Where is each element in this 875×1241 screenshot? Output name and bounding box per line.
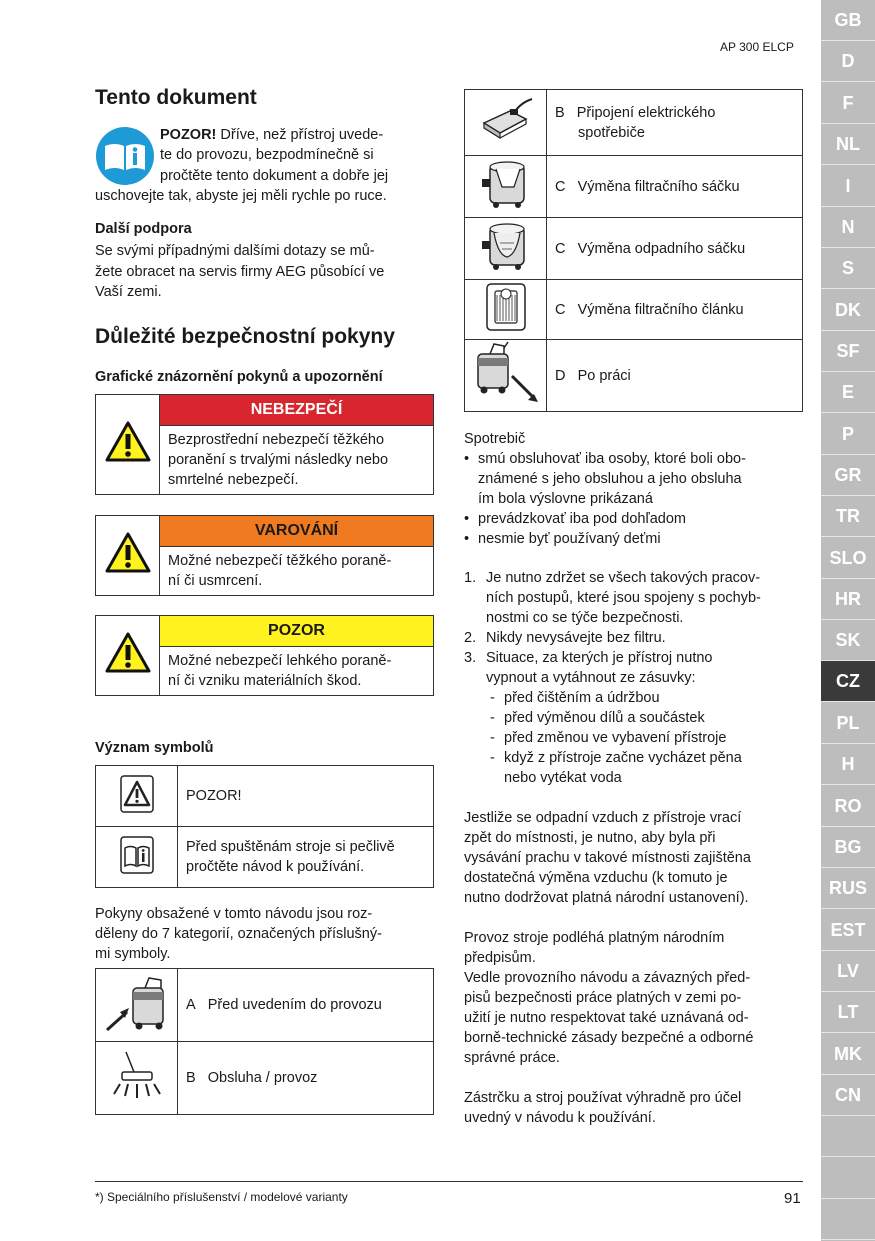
categories-table-right	[464, 89, 803, 412]
item-number: 1.	[464, 570, 477, 586]
category-letter: C	[555, 240, 566, 257]
symbol-row	[96, 766, 434, 827]
numbered-item	[464, 648, 804, 788]
paragraph-line: správné práce.	[464, 1050, 560, 1066]
language-tab-n[interactable]: N	[821, 207, 875, 248]
language-tab-ro[interactable]: RO	[821, 786, 875, 827]
warning-label: NEBEZPEČÍ	[160, 395, 434, 426]
language-tabs	[821, 0, 875, 1241]
language-tab-h[interactable]: H	[821, 744, 875, 785]
paragraph-line: zpět do místnosti, je nutno, aby byla při	[464, 830, 716, 846]
category-text: Výměna filtračního sáčku	[577, 178, 740, 195]
dash-item	[486, 688, 804, 708]
dash-list	[486, 688, 804, 788]
category-letter: A	[186, 997, 196, 1013]
paragraph-line: dostatečná výměna vzduchu (k tomuto je	[464, 870, 728, 886]
warning-triangle-icon	[96, 395, 160, 495]
numbered-item-line: ních postupů, které jsou spojeny s pochyb-	[486, 590, 761, 606]
support-text-line1: Se svými případnými dalšími dotazy se mů-	[95, 243, 375, 259]
language-tab-gr[interactable]: GR	[821, 455, 875, 496]
category-desc	[178, 969, 434, 1042]
after-work-icon	[465, 340, 547, 412]
warning-triangle-icon	[96, 766, 178, 827]
category-text: Výměna odpadního sáčku	[577, 240, 746, 257]
category-desc	[547, 340, 803, 412]
category-desc	[547, 156, 803, 218]
language-tab-s[interactable]: S	[821, 248, 875, 289]
warning-text-line: Bezprostřední nebezpečí těžkého	[168, 432, 385, 448]
language-tab-cz[interactable]: CZ	[821, 661, 875, 702]
item-number: 3.	[464, 650, 477, 666]
intro-text-line2: te do provozu, bezpodmínečně si	[160, 147, 374, 163]
language-tab-d[interactable]: D	[821, 41, 875, 82]
model-name: AP 300 ELCP	[720, 40, 794, 54]
numbered-item-line: Situace, za kterých je přístroj nutno	[486, 650, 713, 666]
intro-text-line4: uschovejte tak, abyste jej měli rychle po ruce.	[95, 188, 387, 204]
language-tab-sf[interactable]: SF	[821, 331, 875, 372]
symbol-desc: POZOR!	[178, 766, 434, 827]
warning-text-line: Možné nebezpečí těžkého poraně-	[168, 553, 392, 569]
support-heading: Další podpora	[95, 221, 192, 237]
section-title-safety: Důležité bezpečnostní pokyny	[95, 325, 395, 348]
paragraph-line: nutno dodržovat platná národní ustanovení).	[464, 890, 749, 906]
intro-warning-label: POZOR!	[160, 127, 217, 143]
category-text: Obsluha / provoz	[207, 1070, 318, 1086]
warning-text-line: poranění s trvalými následky nebo	[168, 452, 389, 468]
warning-text	[160, 647, 434, 696]
numbered-item	[464, 568, 804, 628]
language-tab-bg[interactable]: BG	[821, 827, 875, 868]
symbol-row	[96, 827, 434, 888]
categories-intro-line3: mi symboly.	[95, 946, 171, 962]
category-letter: C	[555, 178, 566, 195]
language-tab-i[interactable]: I	[821, 166, 875, 207]
warning-text	[160, 547, 434, 596]
dash-item-line: - když z přístroje začne vycházet pěna	[504, 750, 742, 766]
filter-element-icon	[465, 280, 547, 340]
dash-item-line: nebo vytékat voda	[504, 770, 622, 786]
category-desc	[547, 90, 803, 156]
intro-text-line3: pročtěte tento dokument a dobře jej	[160, 168, 389, 184]
filter-bag-icon	[465, 156, 547, 218]
paragraph-line: pisů bezpečnosti práce platných v zemi po-	[464, 990, 742, 1006]
power-connection-icon	[465, 90, 547, 156]
paragraph-line: vysávání prachu v takové místnosti zajištěna	[464, 850, 751, 866]
language-tab-hr[interactable]: HR	[821, 579, 875, 620]
category-row	[96, 1042, 434, 1115]
page-number: 91	[784, 1190, 801, 1207]
category-letter: D	[555, 367, 566, 384]
language-tab-est[interactable]: EST	[821, 910, 875, 951]
category-row	[96, 969, 434, 1042]
warning-label: VAROVÁNÍ	[160, 516, 434, 547]
waste-bag-icon	[465, 218, 547, 280]
support-text-line3: Vaší zemi.	[95, 284, 162, 300]
language-tab-empty	[821, 1199, 875, 1240]
category-row	[465, 218, 803, 280]
category-desc-line2: spotřebiče	[578, 124, 645, 141]
warning-label: POZOR	[160, 616, 434, 647]
warning-triangle-icon	[96, 616, 160, 696]
read-manual-icon	[95, 126, 155, 186]
language-tab-e[interactable]: E	[821, 372, 875, 413]
symbols-table	[95, 765, 434, 888]
paragraph-line: borně-technické zásady bezpečné a odborné	[464, 1030, 754, 1046]
list-item	[464, 529, 804, 549]
dash-item	[486, 708, 804, 728]
list-item-line: ím bola výslovne prikázaná	[478, 491, 653, 507]
regulations-paragraph	[464, 928, 753, 1068]
category-row	[465, 156, 803, 218]
list-item-line: • prevádzkovať iba pod dohľadom	[478, 511, 686, 527]
ventilation-paragraph	[464, 808, 751, 908]
section-title-document: Tento dokument	[95, 86, 257, 109]
numbered-item-line: vypnout a vytáhnout ze zásuvky:	[486, 670, 696, 686]
category-row	[465, 280, 803, 340]
language-tab-lt[interactable]: LT	[821, 992, 875, 1033]
paragraph-line: užití je nutno respektovat také uznávaná od-	[464, 1010, 749, 1026]
category-text: Po práci	[577, 367, 631, 384]
category-row	[465, 90, 803, 156]
dash-item	[486, 728, 804, 748]
support-text-line2: žete obracet na servis firmy AEG působící ve	[95, 264, 385, 280]
vacuum-startup-icon	[96, 969, 178, 1042]
categories-table-left	[95, 968, 434, 1115]
dash-item-line: - před čištěním a údržbou	[504, 690, 660, 706]
list-item	[464, 509, 804, 529]
warning-text-line: ní či vzniku materiálních škod.	[168, 673, 362, 689]
numbered-item	[464, 628, 804, 648]
language-tab-empty	[821, 1116, 875, 1157]
warning-box-2	[95, 615, 434, 696]
language-tab-p[interactable]: P	[821, 414, 875, 455]
category-row	[465, 340, 803, 412]
category-text: Výměna filtračního článku	[577, 301, 744, 318]
categories-intro-line2: děleny do 7 kategorií, označených příslušný-	[95, 926, 382, 942]
category-desc-line1	[555, 103, 794, 123]
category-letter: C	[555, 301, 566, 318]
dash-item-line: - před výměnou dílů a součástek	[504, 710, 705, 726]
category-desc	[547, 218, 803, 280]
list-item-line: známené s jeho obsluhou a jeho obsluha	[478, 471, 742, 487]
dash-item-line: - před změnou ve vybavení přístroje	[504, 730, 727, 746]
list-item-line: • smú obsluhovať iba osoby, ktoré boli obo-	[478, 451, 746, 467]
language-tab-pl[interactable]: PL	[821, 703, 875, 744]
category-letter: B	[186, 1070, 196, 1086]
list-item-line: • nesmie byť používaný deťmi	[478, 531, 661, 547]
footer-divider	[95, 1181, 803, 1182]
vacuum-operation-icon	[96, 1042, 178, 1115]
footer-note: *) Speciálního příslušenství / modelové varianty	[95, 1190, 348, 1204]
language-tab-lv[interactable]: LV	[821, 951, 875, 992]
category-desc	[178, 1042, 434, 1115]
warning-text-line: Možné nebezpečí lehkého poraně-	[168, 653, 392, 669]
paragraph-line: Zástrčku a stroj používat výhradně pro účel	[464, 1090, 742, 1106]
language-tab-sk[interactable]: SK	[821, 620, 875, 661]
warning-text-line: ní či usmrcení.	[168, 573, 263, 589]
language-tab-cn[interactable]: CN	[821, 1075, 875, 1116]
read-manual-icon	[96, 827, 178, 888]
categories-intro-line1: Pokyny obsažené v tomto návodu jsou roz-	[95, 906, 373, 922]
paragraph-line: Provoz stroje podléhá platným národním	[464, 930, 725, 946]
numbered-item-line: nostmi co se týče bezpečnosti.	[486, 610, 684, 626]
category-text: Před uvedením do provozu	[207, 997, 382, 1013]
language-tab-f[interactable]: F	[821, 83, 875, 124]
graphic-heading: Grafické znázornění pokynů a upozornění	[95, 369, 383, 385]
language-tab-gb[interactable]: GB	[821, 0, 875, 41]
appliance-bullets	[464, 449, 804, 549]
language-tab-rus[interactable]: RUS	[821, 868, 875, 909]
language-tab-tr[interactable]: TR	[821, 496, 875, 537]
intro-text: Dříve, než přístroj uvede-	[216, 127, 384, 143]
category-text: Připojení elektrického	[576, 104, 716, 121]
language-tab-mk[interactable]: MK	[821, 1034, 875, 1075]
symbols-heading: Význam symbolů	[95, 740, 214, 756]
language-tab-dk[interactable]: DK	[821, 290, 875, 331]
warning-text	[160, 426, 434, 495]
warning-triangle-icon	[96, 516, 160, 596]
category-letter: B	[555, 104, 565, 121]
usage-paragraph	[464, 1088, 741, 1128]
symbol-desc-line1: Před spuštěnám stroje si pečlivě	[186, 839, 395, 855]
numbered-item-line: Nikdy nevysávejte bez filtru.	[486, 630, 666, 646]
paragraph-line: Jestliže se odpadní vzduch z přístroje vrací	[464, 810, 742, 826]
language-tab-empty	[821, 1158, 875, 1199]
list-item	[464, 449, 804, 509]
item-number: 2.	[464, 630, 477, 646]
numbered-item-line: Je nutno zdržet se všech takových pracov-	[486, 570, 761, 586]
safety-numbered-list	[464, 568, 804, 788]
warning-box-0	[95, 394, 434, 495]
paragraph-line: předpisům.	[464, 950, 536, 966]
appliance-heading: Spotrebič	[464, 431, 526, 447]
dash-item	[486, 748, 804, 788]
warning-text-line: smrtelné nebezpečí.	[168, 472, 299, 488]
category-desc	[547, 280, 803, 340]
paragraph-line: uvedný v návodu k používání.	[464, 1110, 656, 1126]
symbol-desc	[178, 827, 434, 888]
warning-box-1	[95, 515, 434, 596]
language-tab-slo[interactable]: SLO	[821, 538, 875, 579]
symbol-desc-line2: pročtěte návod k používání.	[186, 859, 365, 875]
language-tab-nl[interactable]: NL	[821, 124, 875, 165]
paragraph-line: Vedle provozního návodu a závazných před-	[464, 970, 751, 986]
